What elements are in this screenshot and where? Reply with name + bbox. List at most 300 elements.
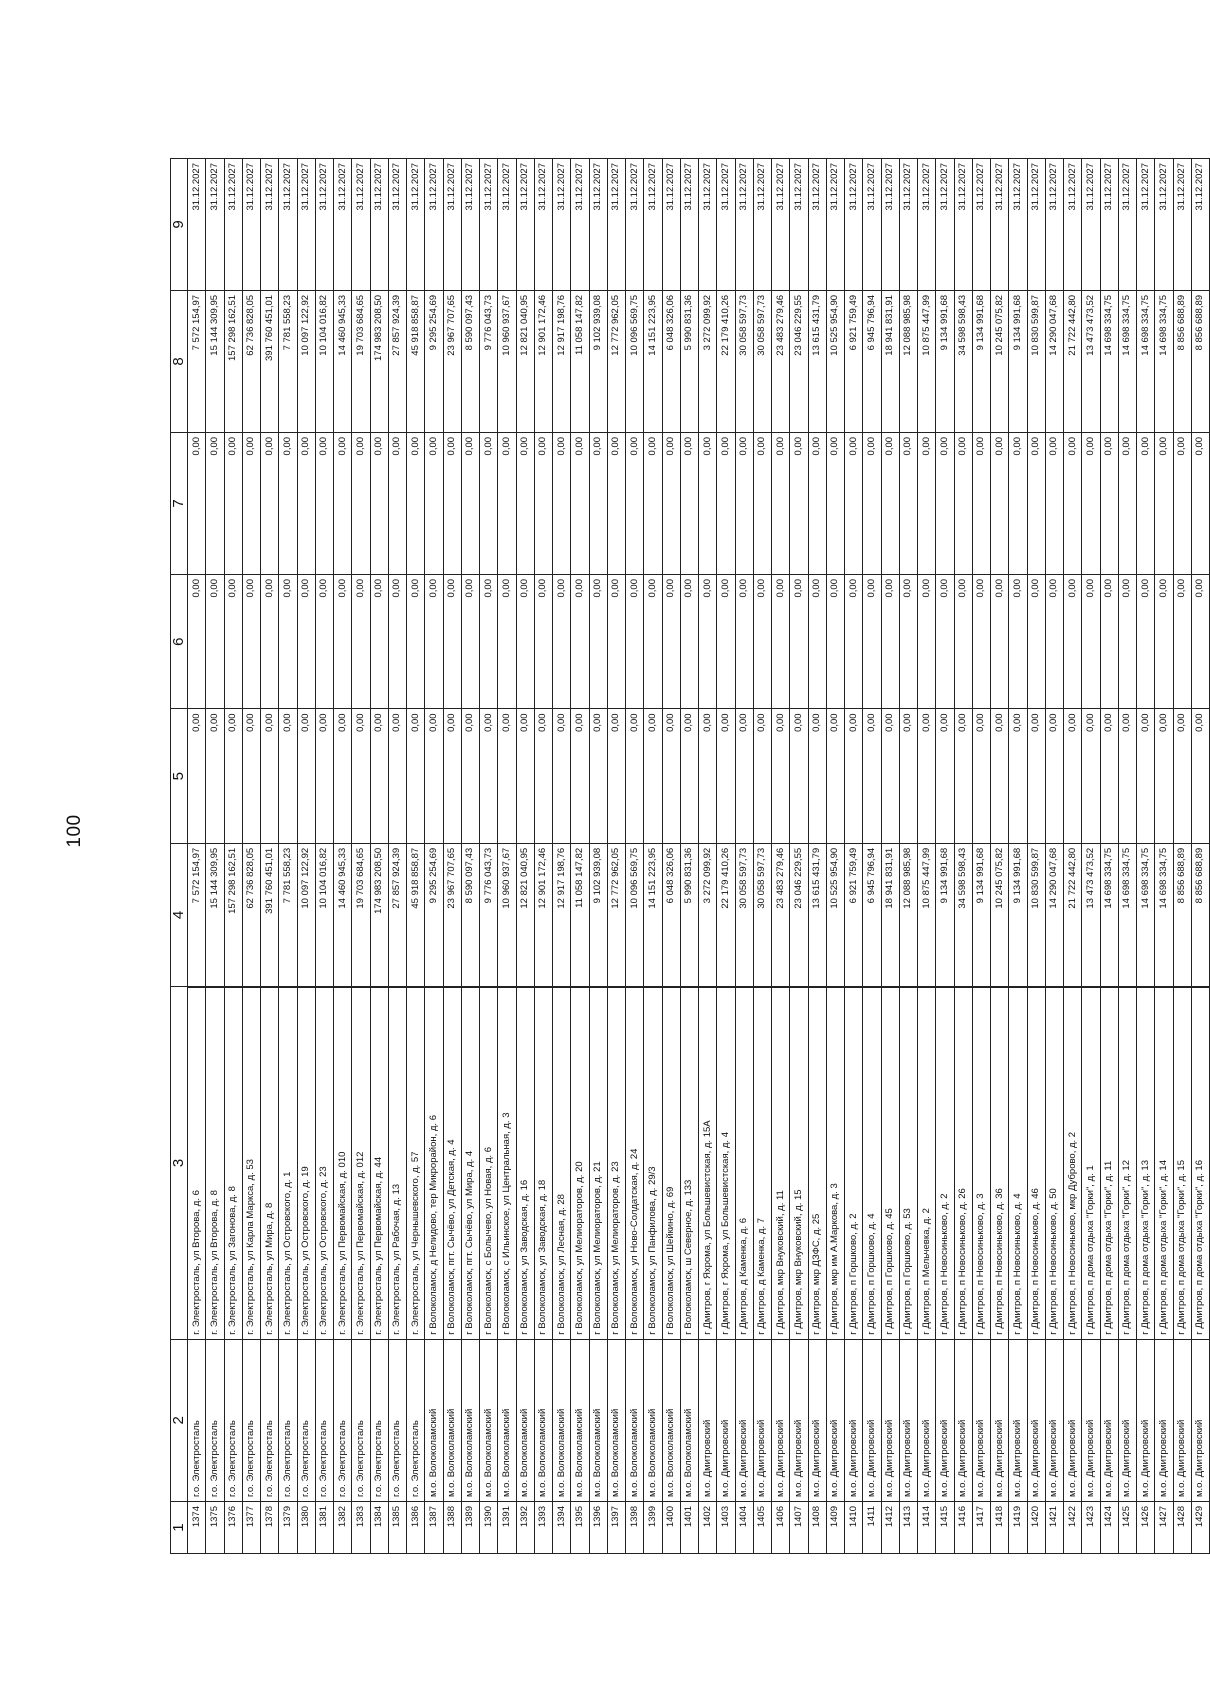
amount-col6-cell: 0,00 [242,575,260,709]
deadline-date-cell: 31.12.2027 [242,159,260,291]
table-row [1064,159,1082,1554]
deadline-date-cell: 31.12.2027 [881,159,899,291]
amount-col5-cell: 0,00 [918,709,936,843]
amount-col6-cell: 0,00 [972,575,990,709]
municipality-cell: м.о. Дмитровский [899,1339,917,1501]
amount-col7-cell: 0,00 [845,432,863,574]
address-cell: г. Электросталь, ул Второва, д. 8 [206,987,224,1340]
amount-col8-cell: 23 483 279,46 [772,290,790,432]
address-cell: г. Электросталь, ул Чернышевского, д. 57 [407,987,425,1340]
municipality-cell: м.о. Дмитровский [699,1339,717,1501]
amount-total-cell: 8 590 097,43 [461,843,479,986]
address-cell: г Волоколамск, ул Заводская, д. 18 [534,987,552,1340]
amount-col6-cell: 0,00 [790,575,808,709]
amount-col6-cell: 0,00 [334,575,352,709]
amount-col6-cell: 0,00 [626,575,644,709]
row-number-cell: 1408 [808,1502,826,1554]
amount-col7-cell: 0,00 [516,432,534,574]
deadline-date-cell: 31.12.2027 [845,159,863,291]
amount-col5-cell: 0,00 [753,709,771,843]
table-row [334,159,352,1554]
deadline-date-cell: 31.12.2027 [498,159,516,291]
amount-col5-cell: 0,00 [242,709,260,843]
amount-col7-cell: 0,00 [261,432,279,574]
row-number-cell: 1423 [1082,1502,1100,1554]
deadline-date-cell: 31.12.2027 [772,159,790,291]
address-cell: г Волоколамск, ул Мелиораторов, д. 23 [607,987,625,1340]
amount-total-cell: 45 918 858,87 [407,843,425,986]
row-number-cell: 1426 [1137,1502,1155,1554]
row-number-cell: 1394 [553,1502,571,1554]
amount-col5-cell: 0,00 [1082,709,1100,843]
address-cell: г Дмитров, п Мельчевка, д. 2 [918,987,936,1340]
amount-col5-cell: 0,00 [1064,709,1082,843]
column-header-5: 5 [171,709,188,843]
amount-col8-cell: 5 990 831,36 [680,290,698,432]
municipality-cell: м.о. Дмитровский [808,1339,826,1501]
address-cell: г Волоколамск, ш Северное, д. 133 [680,987,698,1340]
amount-total-cell: 9 134 991,68 [936,843,954,986]
row-number-cell: 1406 [772,1502,790,1554]
amount-col8-cell: 14 151 223,95 [644,290,662,432]
municipality-cell: г.о. Электросталь [352,1339,370,1501]
amount-col8-cell: 7 572 154,97 [188,290,206,432]
amount-total-cell: 27 857 924,39 [388,843,406,986]
municipality-cell: м.о. Дмитровский [753,1339,771,1501]
amount-col7-cell: 0,00 [772,432,790,574]
table-row [352,159,370,1554]
address-cell: г Дмитров, п Новосиньково, д. 4 [1009,987,1027,1340]
deadline-date-cell: 31.12.2027 [954,159,972,291]
deadline-date-cell: 31.12.2027 [918,159,936,291]
address-cell: г Дмитров, п Новосиньково, д. 46 [1027,987,1045,1340]
amount-total-cell: 13 615 431,79 [808,843,826,986]
table-row [936,159,954,1554]
amount-col8-cell: 10 097 122,92 [297,290,315,432]
address-cell: г Дмитров, д Каменка, д. 6 [735,987,753,1340]
amount-col5-cell: 0,00 [899,709,917,843]
deadline-date-cell: 31.12.2027 [1082,159,1100,291]
amount-col5-cell: 0,00 [279,709,297,843]
amount-col7-cell: 0,00 [699,432,717,574]
municipality-cell: г.о. Электросталь [224,1339,242,1501]
deadline-date-cell: 31.12.2027 [388,159,406,291]
amount-col7-cell: 0,00 [1027,432,1045,574]
amount-total-cell: 12 901 172,46 [534,843,552,986]
address-cell: г Дмитров, мкр им А.Маркова, д. 3 [826,987,844,1340]
amount-col5-cell: 0,00 [735,709,753,843]
row-number-cell: 1393 [534,1502,552,1554]
amount-total-cell: 30 058 597,73 [735,843,753,986]
municipality-cell: г.о. Электросталь [261,1339,279,1501]
column-header-3: 3 [171,987,188,1340]
amount-col5-cell: 0,00 [534,709,552,843]
row-number-cell: 1417 [972,1502,990,1554]
table-row [918,159,936,1554]
amount-col6-cell: 0,00 [571,575,589,709]
amount-col5-cell: 0,00 [461,709,479,843]
amount-total-cell: 34 598 598,43 [954,843,972,986]
deadline-date-cell: 31.12.2027 [571,159,589,291]
table-row [571,159,589,1554]
row-number-cell: 1397 [607,1502,625,1554]
deadline-date-cell: 31.12.2027 [607,159,625,291]
amount-col8-cell: 14 698 334,75 [1118,290,1136,432]
table-row [845,159,863,1554]
row-number-cell: 1424 [1100,1502,1118,1554]
address-cell: г Дмитров, мкр Внуковский, д. 15 [790,987,808,1340]
amount-col5-cell: 0,00 [626,709,644,843]
amount-col6-cell: 0,00 [188,575,206,709]
amount-col6-cell: 0,00 [279,575,297,709]
deadline-date-cell: 31.12.2027 [644,159,662,291]
amount-col5-cell: 0,00 [845,709,863,843]
amount-total-cell: 6 945 796,94 [863,843,881,986]
address-cell: г Волоколамск, с Ильинское, ул Центральная, д. 3 [498,987,516,1340]
amount-total-cell: 9 295 254,69 [425,843,443,986]
table-row [863,159,881,1554]
deadline-date-cell: 31.12.2027 [370,159,388,291]
address-cell: г Дмитров, п Горшково, д. 4 [863,987,881,1340]
amount-col7-cell: 0,00 [224,432,242,574]
municipality-cell: м.о. Дмитровский [1173,1339,1191,1501]
amount-col8-cell: 45 918 858,87 [407,290,425,432]
row-number-cell: 1419 [1009,1502,1027,1554]
municipality-cell: м.о. Дмитровский [1064,1339,1082,1501]
amount-col7-cell: 0,00 [991,432,1009,574]
amount-col5-cell: 0,00 [954,709,972,843]
amount-col7-cell: 0,00 [1009,432,1027,574]
address-cell: г Дмитров, п дома отдыха "Горки", д. 15 [1173,987,1191,1340]
amount-col8-cell: 21 722 442,80 [1064,290,1082,432]
address-cell: г Дмитров, п Горшково, д. 53 [899,987,917,1340]
municipality-cell: м.о. Дмитровский [954,1339,972,1501]
amount-total-cell: 14 698 334,75 [1155,843,1173,986]
municipality-cell: м.о. Дмитровский [1155,1339,1173,1501]
amount-col7-cell: 0,00 [899,432,917,574]
amount-col5-cell: 0,00 [607,709,625,843]
row-number-cell: 1404 [735,1502,753,1554]
municipality-cell: м.о. Волоколамский [516,1339,534,1501]
row-number-cell: 1427 [1155,1502,1173,1554]
amount-col7-cell: 0,00 [407,432,425,574]
amount-col5-cell: 0,00 [1100,709,1118,843]
amount-col8-cell: 23 046 229,55 [790,290,808,432]
municipality-cell: г.о. Электросталь [206,1339,224,1501]
deadline-date-cell: 31.12.2027 [206,159,224,291]
amount-total-cell: 12 821 040,95 [516,843,534,986]
amount-col6-cell: 0,00 [1173,575,1191,709]
amount-col8-cell: 8 856 688,89 [1191,290,1209,432]
amount-col6-cell: 0,00 [1009,575,1027,709]
amount-col7-cell: 0,00 [315,432,333,574]
amount-col6-cell: 0,00 [954,575,972,709]
amount-col6-cell: 0,00 [352,575,370,709]
amount-col5-cell: 0,00 [407,709,425,843]
amount-col8-cell: 10 875 447,99 [918,290,936,432]
amount-col6-cell: 0,00 [863,575,881,709]
municipality-cell: м.о. Волоколамский [480,1339,498,1501]
amount-col8-cell: 6 048 326,06 [662,290,680,432]
municipality-cell: г.о. Электросталь [315,1339,333,1501]
municipality-cell: г.о. Электросталь [334,1339,352,1501]
amount-col8-cell: 8 856 688,89 [1173,290,1191,432]
address-cell: г Дмитров, п дома отдыха "Горки", д. 13 [1137,987,1155,1340]
address-cell: г. Электросталь, ул Островского, д. 23 [315,987,333,1340]
amount-col6-cell: 0,00 [991,575,1009,709]
row-number-cell: 1421 [1045,1502,1063,1554]
municipality-cell: г.о. Электросталь [297,1339,315,1501]
amount-col6-cell: 0,00 [680,575,698,709]
address-cell: г Волоколамск, ул Заводская, д. 16 [516,987,534,1340]
table-row [826,159,844,1554]
table-row [972,159,990,1554]
address-cell: г. Электросталь, ул Островского, д. 19 [297,987,315,1340]
amount-total-cell: 10 525 954,90 [826,843,844,986]
address-cell: г. Электросталь, ул Мира, д. 8 [261,987,279,1340]
amount-col5-cell: 0,00 [772,709,790,843]
address-cell: г Волоколамск, с Болычево, ул Новая, д. 6 [480,987,498,1340]
address-cell: г. Электросталь, ул Первомайская, д. 012 [352,987,370,1340]
deadline-date-cell: 31.12.2027 [407,159,425,291]
address-cell: г Дмитров, п Горшково, д. 45 [881,987,899,1340]
address-cell: г Дмитров, мкр ДЗФС, д. 25 [808,987,826,1340]
address-cell: г Дмитров, п дома отдыха "Горки", д. 12 [1118,987,1136,1340]
amount-col7-cell: 0,00 [425,432,443,574]
table-row [388,159,406,1554]
amount-col8-cell: 12 088 985,98 [899,290,917,432]
amount-col7-cell: 0,00 [1045,432,1063,574]
deadline-date-cell: 31.12.2027 [279,159,297,291]
table-row [407,159,425,1554]
municipality-cell: м.о. Дмитровский [1118,1339,1136,1501]
amount-col6-cell: 0,00 [644,575,662,709]
amount-col6-cell: 0,00 [1118,575,1136,709]
address-cell: г Дмитров, мкр Внуковский, д. 11 [772,987,790,1340]
amount-total-cell: 10 830 599,87 [1027,843,1045,986]
deadline-date-cell: 31.12.2027 [1027,159,1045,291]
amount-col7-cell: 0,00 [498,432,516,574]
row-number-cell: 1378 [261,1502,279,1554]
amount-col7-cell: 0,00 [954,432,972,574]
amount-col6-cell: 0,00 [297,575,315,709]
address-cell: г Волоколамск, пгт. Сычёво, ул Детская, д. 4 [443,987,461,1340]
amount-col8-cell: 34 598 598,43 [954,290,972,432]
row-number-cell: 1382 [334,1502,352,1554]
row-number-cell: 1416 [954,1502,972,1554]
municipality-cell: м.о. Дмитровский [717,1339,735,1501]
amount-col6-cell: 0,00 [1155,575,1173,709]
amount-col7-cell: 0,00 [1137,432,1155,574]
table-row [626,159,644,1554]
amount-col8-cell: 391 760 451,01 [261,290,279,432]
header-row [171,159,188,1554]
row-number-cell: 1428 [1173,1502,1191,1554]
amount-col5-cell: 0,00 [1155,709,1173,843]
row-number-cell: 1380 [297,1502,315,1554]
amount-col6-cell: 0,00 [461,575,479,709]
address-cell: г Волоколамск, ул Ново-Солдатская, д. 24 [626,987,644,1340]
amount-total-cell: 3 272 099,92 [699,843,717,986]
address-cell: г. Электросталь, ул Карла Маркса, д. 53 [242,987,260,1340]
table-row [899,159,917,1554]
amount-col8-cell: 10 960 937,67 [498,290,516,432]
amount-total-cell: 10 875 447,99 [918,843,936,986]
row-number-cell: 1415 [936,1502,954,1554]
table-row [498,159,516,1554]
municipality-cell: м.о. Волоколамский [680,1339,698,1501]
amount-col6-cell: 0,00 [1045,575,1063,709]
amount-col6-cell: 0,00 [918,575,936,709]
address-cell: г Волоколамск, ул Мелиораторов, д. 20 [571,987,589,1340]
deadline-date-cell: 31.12.2027 [224,159,242,291]
table-row [1191,159,1209,1554]
deadline-date-cell: 31.12.2027 [717,159,735,291]
table-row [954,159,972,1554]
amount-col6-cell: 0,00 [315,575,333,709]
table-row [370,159,388,1554]
amount-col6-cell: 0,00 [735,575,753,709]
amount-col6-cell: 0,00 [881,575,899,709]
amount-total-cell: 6 921 759,49 [845,843,863,986]
amount-total-cell: 18 941 831,91 [881,843,899,986]
address-cell: г Дмитров, г Яхрома, ул Большевистская, д. 4 [717,987,735,1340]
amount-total-cell: 5 990 831,36 [680,843,698,986]
municipality-cell: м.о. Волоколамский [498,1339,516,1501]
deadline-date-cell: 31.12.2027 [352,159,370,291]
amount-col7-cell: 0,00 [188,432,206,574]
deadline-date-cell: 31.12.2027 [991,159,1009,291]
amount-col6-cell: 0,00 [553,575,571,709]
amount-col5-cell: 0,00 [443,709,461,843]
row-number-cell: 1381 [315,1502,333,1554]
amount-col6-cell: 0,00 [607,575,625,709]
amount-col6-cell: 0,00 [589,575,607,709]
amount-total-cell: 391 760 451,01 [261,843,279,986]
amount-col7-cell: 0,00 [1064,432,1082,574]
deadline-date-cell: 31.12.2027 [662,159,680,291]
table-row [315,159,333,1554]
amount-col7-cell: 0,00 [1191,432,1209,574]
deadline-date-cell: 31.12.2027 [534,159,552,291]
amount-col8-cell: 3 272 099,92 [699,290,717,432]
amount-total-cell: 6 048 326,06 [662,843,680,986]
address-cell: г. Электросталь, ул Первомайская, д. 010 [334,987,352,1340]
municipality-cell: м.о. Дмитровский [1191,1339,1209,1501]
table-row [607,159,625,1554]
municipality-cell: м.о. Волоколамский [571,1339,589,1501]
amount-total-cell: 21 722 442,80 [1064,843,1082,986]
amount-col8-cell: 13 615 431,79 [808,290,826,432]
table-row [790,159,808,1554]
address-cell: г. Электросталь, ул Первомайская, д. 44 [370,987,388,1340]
municipality-cell: м.о. Волоколамский [589,1339,607,1501]
amount-total-cell: 8 856 688,89 [1191,843,1209,986]
table-row [242,159,260,1554]
column-header-2: 2 [171,1339,188,1501]
amount-col6-cell: 0,00 [772,575,790,709]
amount-col6-cell: 0,00 [1137,575,1155,709]
address-cell: г Волоколамск, пгт. Сычёво, ул Мира, д. 4 [461,987,479,1340]
table-row [516,159,534,1554]
amount-col6-cell: 0,00 [224,575,242,709]
amount-col7-cell: 0,00 [607,432,625,574]
table-row [224,159,242,1554]
row-number-cell: 1377 [242,1502,260,1554]
deadline-date-cell: 31.12.2027 [188,159,206,291]
amount-col7-cell: 0,00 [918,432,936,574]
deadline-date-cell: 31.12.2027 [1009,159,1027,291]
table-container [170,158,1210,1554]
table-row [261,159,279,1554]
amount-col6-cell: 0,00 [936,575,954,709]
amount-col7-cell: 0,00 [881,432,899,574]
municipality-cell: м.о. Дмитровский [790,1339,808,1501]
amount-col6-cell: 0,00 [808,575,826,709]
table-row [753,159,771,1554]
amount-col5-cell: 0,00 [662,709,680,843]
deadline-date-cell: 31.12.2027 [297,159,315,291]
amount-col8-cell: 9 134 991,68 [936,290,954,432]
column-header-4: 4 [171,843,188,986]
row-number-cell: 1405 [753,1502,771,1554]
amount-total-cell: 12 088 985,98 [899,843,917,986]
municipality-cell: г.о. Электросталь [188,1339,206,1501]
table-row [662,159,680,1554]
amount-col8-cell: 157 298 162,51 [224,290,242,432]
amount-col6-cell: 0,00 [753,575,771,709]
table-row [534,159,552,1554]
municipality-cell: м.о. Дмитровский [735,1339,753,1501]
amount-col7-cell: 0,00 [571,432,589,574]
amount-col5-cell: 0,00 [334,709,352,843]
amount-col7-cell: 0,00 [461,432,479,574]
amount-col8-cell: 10 830 599,87 [1027,290,1045,432]
amount-col7-cell: 0,00 [644,432,662,574]
amount-col5-cell: 0,00 [480,709,498,843]
table-row [735,159,753,1554]
column-header-6: 6 [171,575,188,709]
amount-total-cell: 11 058 147,82 [571,843,589,986]
amount-total-cell: 30 058 597,73 [753,843,771,986]
amount-total-cell: 9 102 939,08 [589,843,607,986]
amount-col6-cell: 0,00 [206,575,224,709]
amount-col6-cell: 0,00 [516,575,534,709]
amount-col6-cell: 0,00 [370,575,388,709]
amount-col6-cell: 0,00 [1082,575,1100,709]
deadline-date-cell: 31.12.2027 [626,159,644,291]
address-cell: г Дмитров, г Яхрома, ул Большевистская, д. 15А [699,987,717,1340]
row-number-cell: 1386 [407,1502,425,1554]
amount-col8-cell: 14 698 334,75 [1155,290,1173,432]
deadline-date-cell: 31.12.2027 [589,159,607,291]
amount-col8-cell: 12 917 198,76 [553,290,571,432]
row-number-cell: 1407 [790,1502,808,1554]
amount-total-cell: 19 703 684,65 [352,843,370,986]
deadline-date-cell: 31.12.2027 [790,159,808,291]
amount-col8-cell: 11 058 147,82 [571,290,589,432]
amount-col5-cell: 0,00 [224,709,242,843]
rotated-table-frame [170,158,1210,1554]
address-cell: г Волоколамск, ул Панфилова, д. 29/3 [644,987,662,1340]
address-cell: г Дмитров, п дома отдыха "Горки", д. 11 [1100,987,1118,1340]
deadline-date-cell: 31.12.2027 [1064,159,1082,291]
deadline-date-cell: 31.12.2027 [334,159,352,291]
row-number-cell: 1387 [425,1502,443,1554]
amount-col7-cell: 0,00 [279,432,297,574]
address-cell: г Волоколамск, ул Мелиораторов, д. 21 [589,987,607,1340]
amount-total-cell: 10 096 569,75 [626,843,644,986]
